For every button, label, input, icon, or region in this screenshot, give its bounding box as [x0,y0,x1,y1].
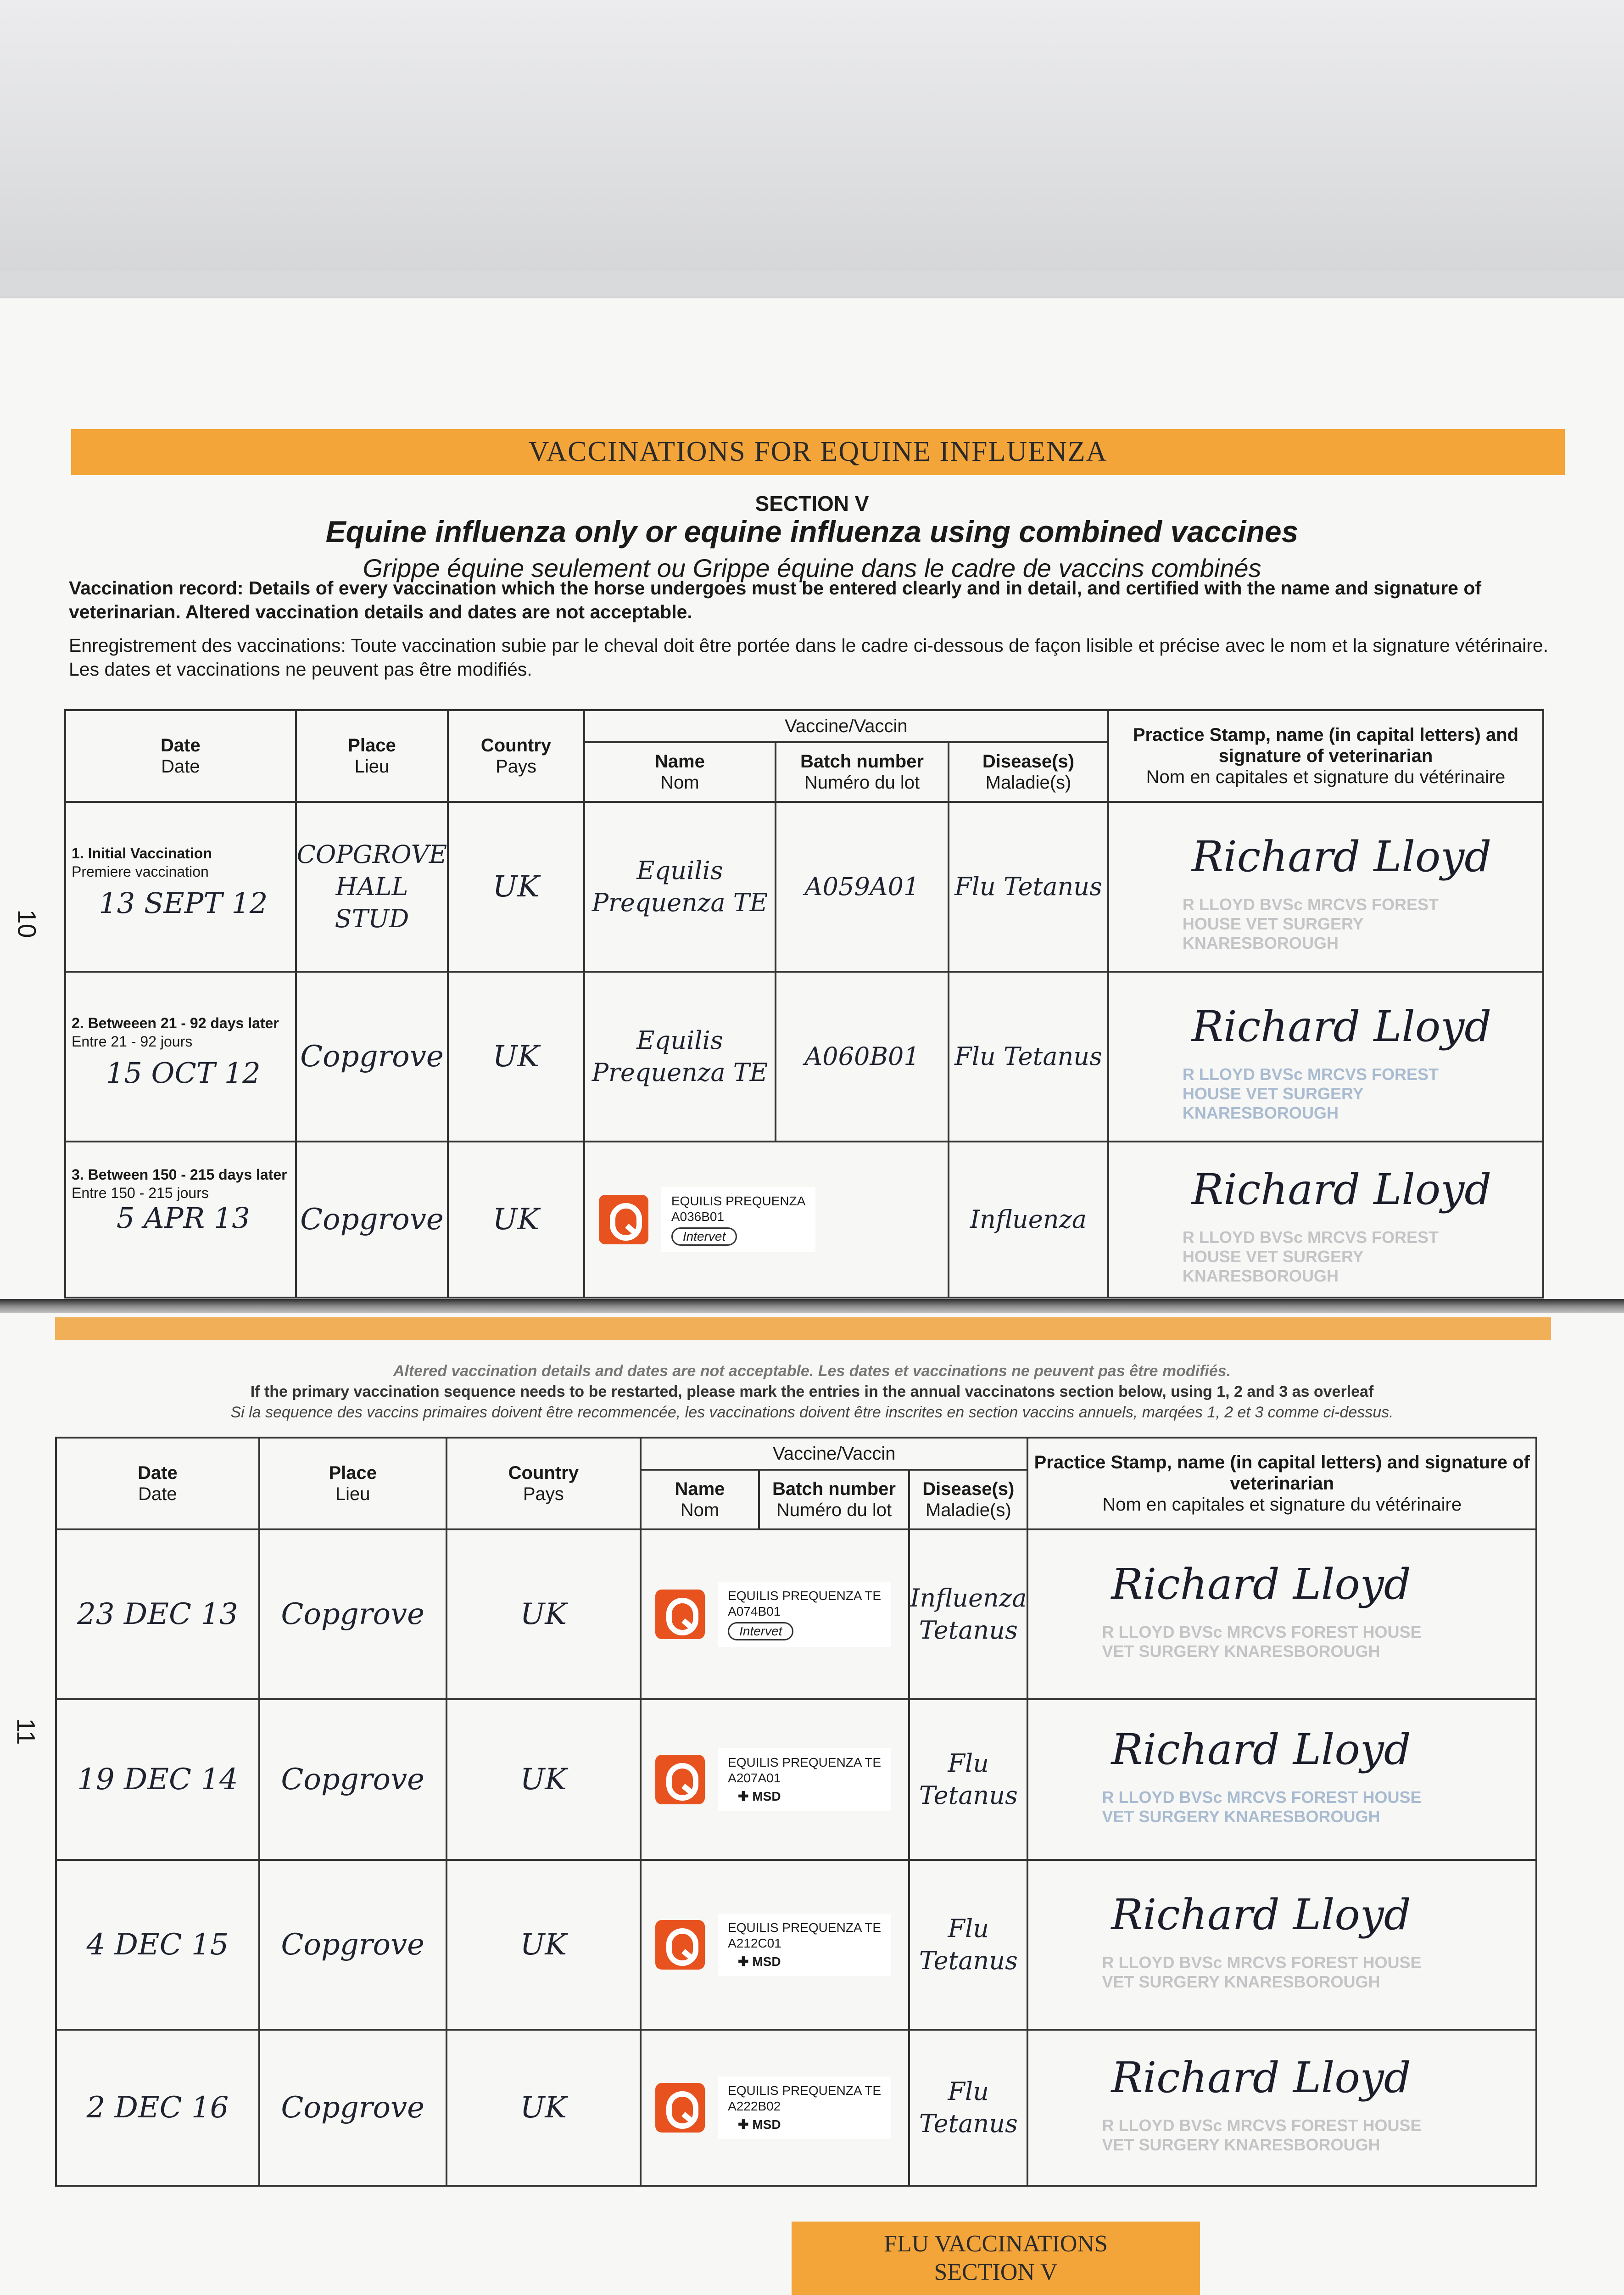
vet-signature: Richard Lloyd [1191,832,1492,881]
country-value: UK [446,1529,641,1699]
vaccine-sticker [585,1187,948,1252]
country-value: UK [446,1860,641,2030]
vaccine-sticker-cell [584,1142,949,1298]
col-disease: Disease(s) Maladie(s) [949,742,1108,802]
table-row [56,1529,1536,1699]
q-logo-icon [655,1920,705,1970]
sticker-name: EQUILIS PREQUENZA TE [728,1755,882,1769]
vaccine-sticker-cell [641,1699,909,1860]
q-logo-icon [655,2083,705,2133]
disease-value: Influenza Tetanus [909,1529,1027,1699]
practice-stamp: R LLOYD BVSc MRCVS FOREST HOUSE VET SURGERY KNARESBOROUGH [1102,2116,1422,2154]
col-vaccine: Vaccine/Vaccin [641,1438,1027,1470]
country-value: UK [446,1699,641,1860]
place-value: Copgrove [296,972,448,1142]
footer-line-2: SECTION V [934,2259,1058,2285]
col-vaccine: Vaccine/Vaccin [584,710,1108,742]
table-row [56,1860,1536,2030]
disease-value: Influenza [949,1142,1108,1298]
sticker-batch: A207A01 [728,1771,781,1785]
date-value: 23 DEC 13 [56,1529,259,1699]
place-value: Copgrove [259,1860,446,2030]
vet-signature: Richard Lloyd [1111,2053,1411,2102]
practice-cell [1108,802,1543,972]
place-value: COPGROVE HALL STUD [296,802,448,972]
disease-value: Flu Tetanus [909,1860,1027,2030]
vaccine-name-value: Equilis Prequenza TE [584,972,776,1142]
vaccine-sticker [642,1748,908,1811]
col-batch: Batch number Numéro du lot [776,742,949,802]
practice-stamp: R LLOYD BVSc MRCVS FOREST HOUSE VET SURGERY KNARESBOROUGH [1102,1623,1422,1661]
heading-french: Grippe équine seulement ou Grippe équine dans le cadre de vaccins combinés [363,554,1261,582]
col-batch: Batch number Numéro du lot [759,1470,909,1529]
practice-cell [1027,2030,1536,2186]
annual-vaccination-table [55,1437,1537,2187]
table-row [65,1142,1543,1298]
table-row [56,2030,1536,2186]
col-place: Place Lieu [259,1438,446,1529]
date-value: 15 OCT 12 [106,1056,261,1090]
disease-value: Flu Tetanus [949,802,1108,972]
col-date: Date Date [65,710,296,802]
vaccine-sticker-cell [641,2030,909,2186]
sticker-batch: A036B01 [671,1209,725,1224]
q-logo-icon [655,1755,705,1804]
practice-stamp: R LLOYD BVSc MRCVS FOREST HOUSE VET SURGERY KNARESBOROUGH [1102,1953,1422,1991]
col-country: Country Pays [448,710,584,802]
msd-logo: ✚ MSD [728,1789,791,1804]
practice-cell [1027,1529,1536,1699]
disease-value: Flu Tetanus [949,972,1108,1142]
col-name: Name Nom [641,1470,759,1529]
col-date: Date Date [56,1438,259,1529]
row-label: 3. Between 150 - 215 days later Entre 150 - 215 jours 5 APR 13 [65,1142,296,1298]
vaccine-sticker-cell [641,1529,909,1699]
date-value: 4 DEC 15 [56,1860,259,2030]
record-instructions-english: Vaccination record: Details of every vaccination which the horse undergoes must be entered clearly and in detail, and certified with the name and signature of veterinarian. Altered vaccination details and dates are not acceptable. [69,577,1482,622]
vaccine-sticker [642,1582,908,1647]
practice-stamp: R LLOYD BVSc MRCVS FOREST HOUSE VET SURGERY KNARESBOROUGH [1182,1228,1439,1285]
q-logo-icon [599,1195,648,1244]
country-value: UK [446,2030,641,2186]
primary-vaccination-table [64,709,1544,1299]
msd-logo: ✚ MSD [728,1954,791,1970]
practice-cell [1027,1860,1536,2030]
vet-signature: Richard Lloyd [1111,1725,1411,1774]
practice-stamp: R LLOYD BVSc MRCVS FOREST HOUSE VET SURGERY KNARESBOROUGH [1182,895,1439,952]
sticker-batch: A222B02 [728,2099,781,2113]
vaccine-name-value: Equilis Prequenza TE [584,802,776,972]
page-number-11: 11 [11,1718,41,1745]
msd-logo: ✚ MSD [728,2117,791,2133]
practice-cell [1108,972,1543,1142]
sticker-name: EQUILIS PREQUENZA TE [728,2083,882,2098]
table-row [56,1699,1536,1860]
sticker-name: EQUILIS PREQUENZA TE [728,1920,882,1935]
sticker-name: EQUILIS PREQUENZA TE [728,1589,882,1603]
q-logo-icon [655,1590,705,1639]
place-value: Copgrove [296,1142,448,1298]
section-title-band [71,429,1565,475]
country-value: UK [448,1142,584,1298]
vet-signature: Richard Lloyd [1191,1165,1492,1214]
vet-signature: Richard Lloyd [1111,1890,1411,1939]
record-instructions-french: Enregistrement des vaccinations: Toute vaccination subie par le cheval doit être portée dans le cadre ci-dessous de façon lisible et précise avec le nom et la signature vétérinaire. Les dates et vaccinations ne peuvent pas être modifiés. [69,635,1549,680]
footer-line-1: FLU VACCINATIONS [884,2231,1108,2257]
section-title: VACCINATIONS FOR EQUINE INFLUENZA [528,436,1108,467]
vaccine-sticker [642,2077,908,2139]
vet-signature: Richard Lloyd [1191,1002,1492,1051]
disease-value: Flu Tetanus [909,1699,1027,1860]
date-value: 5 APR 13 [116,1201,250,1235]
vaccine-sticker [642,1914,908,1976]
sticker-batch: A212C01 [728,1936,781,1950]
disease-value: Flu Tetanus [909,2030,1027,2186]
practice-cell [1108,1142,1543,1298]
row-label: 2. Betweeen 21 - 92 days later Entre 21 - 92 jours 15 OCT 12 [65,972,296,1142]
heading-english: Equine influenza only or equine influenza using combined vaccines [325,515,1299,549]
table-row [65,972,1543,1142]
intervet-logo: Intervet [671,1227,737,1246]
table-row [65,802,1543,972]
footer-band [792,2222,1200,2295]
altered-notice: Altered vaccination details and dates are not acceptable. Les dates et vaccinations ne peuvent pas être modifiés. [393,1362,1231,1380]
place-value: Copgrove [259,1699,446,1860]
practice-stamp: R LLOYD BVSc MRCVS FOREST HOUSE VET SURGERY KNARESBOROUGH [1182,1065,1439,1122]
date-value: 19 DEC 14 [56,1699,259,1860]
place-value: Copgrove [259,1529,446,1699]
date-value: 2 DEC 16 [56,2030,259,2186]
page-top-band [55,1317,1551,1340]
batch-value: A060B01 [776,972,949,1142]
sticker-batch: A074B01 [728,1604,781,1618]
col-place: Place Lieu [296,710,448,802]
practice-stamp: R LLOYD BVSc MRCVS FOREST HOUSE VET SURGERY KNARESBOROUGH [1102,1788,1422,1826]
col-disease: Disease(s) Maladie(s) [909,1470,1027,1529]
restart-notice-french: Si la sequence des vaccins primaires doivent être recommencée, les vaccinations doivent être inscrites en section vaccins annuels, marqées 1, 2 et 3 comme ci-dessus. [230,1404,1394,1421]
col-country: Country Pays [446,1438,641,1529]
date-value: 13 SEPT 12 [99,886,268,920]
col-practice: Practice Stamp, name (in capital letters) and signature of veterinarian Nom en capitales et signature du vétérinaire [1027,1438,1536,1529]
vet-signature: Richard Lloyd [1111,1560,1411,1609]
col-practice: Practice Stamp, name (in capital letters) and signature of veterinarian Nom en capitales et signature du vétérinaire [1108,710,1543,802]
scanner-background [0,0,1624,271]
country-value: UK [448,972,584,1142]
country-value: UK [448,802,584,972]
page-number-10: 10 [12,909,42,938]
practice-cell [1027,1699,1536,1860]
batch-value: A059A01 [776,802,949,972]
vaccine-sticker-cell [641,1860,909,2030]
place-value: Copgrove [259,2030,446,2186]
row-label: 1. Initial Vaccination Premiere vaccination 13 SEPT 12 [65,802,296,972]
sticker-name: EQUILIS PREQUENZA [671,1194,806,1208]
section-label: SECTION V [755,492,869,515]
intervet-logo: Intervet [728,1622,793,1640]
restart-notice-english: If the primary vaccination sequence needs to be restarted, please mark the entries in the annual vaccinatons section below, using 1, 2 and 3 as overleaf [250,1383,1374,1400]
col-name: Name Nom [584,742,776,802]
